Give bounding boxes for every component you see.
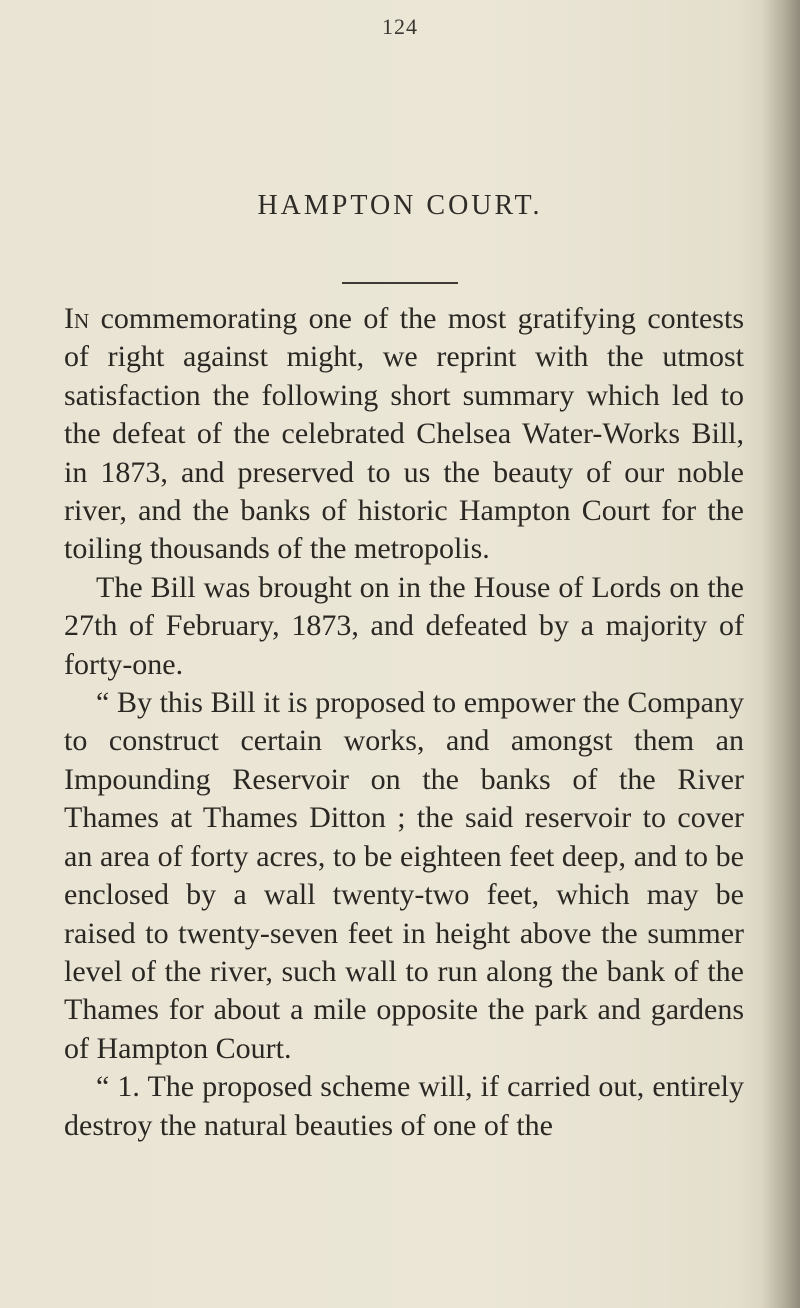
paragraph-1-text: commemorating one of the most gratifying contests of right against might, we reprint with the utmost satisfaction the following short summary which led to the defeat of the celebrated Chelsea Water-Works Bill, in 1873, and preserved to us the beauty of our noble river, and the banks of historic Hampton Court for the toiling thousands of the metropolis.	[64, 302, 744, 566]
paragraph-3: “ By this Bill it is proposed to empower the Company to construct certain works, and amongst them an Impounding Reservoir on the banks of the River Thames at Thames Ditton ; the said reservoir to cover an area of forty acres, to be eighteen feet deep, and to be enclosed by a wall twenty-two feet, which may be raised to twenty-seven feet in height above the summer level of the river, such wall to run along the bank of the Thames for about a mile opposite the park and gardens of Hampton Court.	[64, 686, 744, 1065]
paragraph-1	[64, 300, 744, 569]
page-number: 124	[382, 14, 418, 39]
paragraph-2: The Bill was brought on in the House of Lords on the 27th of February, 1873, and defeated by a majority of forty-one.	[64, 570, 744, 681]
body-text	[64, 300, 744, 1145]
title-rule	[342, 282, 458, 284]
paragraph-4: “ 1. The proposed scheme will, if carried out, entirely destroy the natural beauties of one of the	[64, 1070, 744, 1142]
paragraph-1-lead: In	[64, 302, 90, 335]
chapter-title: HAMPTON COURT.	[257, 190, 543, 221]
